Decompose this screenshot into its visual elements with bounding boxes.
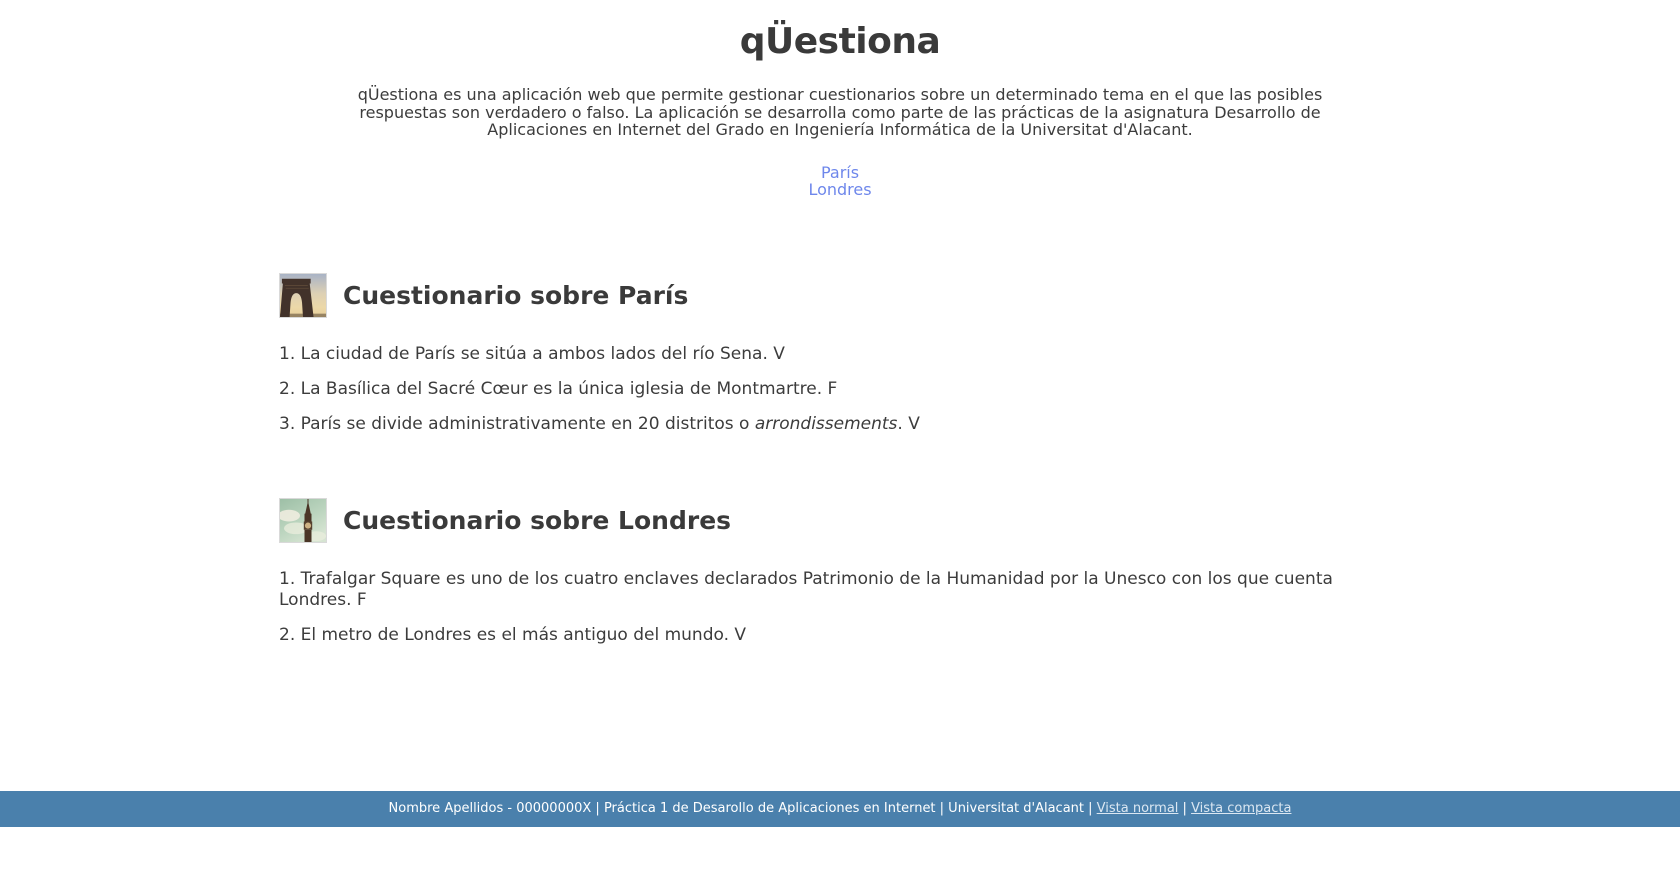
quiz-section-paris bbox=[279, 273, 1401, 436]
question-item bbox=[279, 569, 1401, 612]
quiz-title-londres: Cuestionario sobre Londres bbox=[343, 505, 732, 535]
page-title: qÜestiona bbox=[739, 21, 941, 62]
question-text: 2. La Basílica del Sacré Cœur es la única iglesia de Montmartre. F bbox=[279, 379, 838, 400]
quiz-nav bbox=[0, 164, 1680, 199]
footer-separator: | bbox=[1178, 801, 1192, 817]
nav-link-londres[interactable]: Londres bbox=[808, 180, 872, 200]
question-answer: . V bbox=[897, 414, 920, 435]
footer-info-text: Nombre Apellidos - 00000000X | Práctica 1 de Desarollo de Aplicaciones en Internet | Universitat d'Alacant | bbox=[388, 801, 1097, 817]
vista-normal-link[interactable]: Vista normal bbox=[1096, 801, 1179, 817]
question-list bbox=[279, 344, 1401, 436]
question-list bbox=[279, 569, 1401, 647]
question-text: 1. Trafalgar Square es uno de los cuatro enclaves declarados Patrimonio de la Humanidad por la Unesco con los que cuenta Londres. F bbox=[279, 568, 1333, 610]
vista-compacta-link[interactable]: Vista compacta bbox=[1191, 801, 1292, 817]
question-text: 3. París se divide administrativamente en 20 distritos o bbox=[279, 414, 755, 435]
header bbox=[0, 0, 1680, 199]
quiz-header bbox=[279, 498, 1401, 543]
footer-bar bbox=[0, 791, 1680, 827]
main-content bbox=[279, 273, 1401, 647]
big-ben-photo bbox=[279, 498, 327, 543]
quiz-title-paris: Cuestionario sobre París bbox=[343, 280, 689, 310]
question-item bbox=[279, 344, 1401, 365]
eiffel-tower-photo bbox=[279, 273, 327, 318]
question-text: 1. La ciudad de París se sitúa a ambos lados del río Sena. V bbox=[279, 343, 785, 364]
question-item bbox=[279, 379, 1401, 400]
nav-link-paris[interactable]: París bbox=[820, 162, 860, 182]
question-text: 2. El metro de Londres es el más antiguo del mundo. V bbox=[279, 625, 747, 646]
question-italic-text: arrondissements bbox=[754, 414, 898, 435]
question-item bbox=[279, 414, 1401, 435]
quiz-section-londres bbox=[279, 498, 1401, 647]
quiz-header bbox=[279, 273, 1401, 318]
app-description: qÜestiona es una aplicación web que permite gestionar cuestionarios sobre un determinado tema en el que las posibles respuestas son verdadero o falso. La aplicación se desarrolla como parte de las prácticas de la asignatura Desarrollo de Aplicaciones en Internet del Grado en Ingeniería Informática de la Universitat d'Alacant. bbox=[357, 85, 1323, 140]
question-item bbox=[279, 625, 1401, 646]
